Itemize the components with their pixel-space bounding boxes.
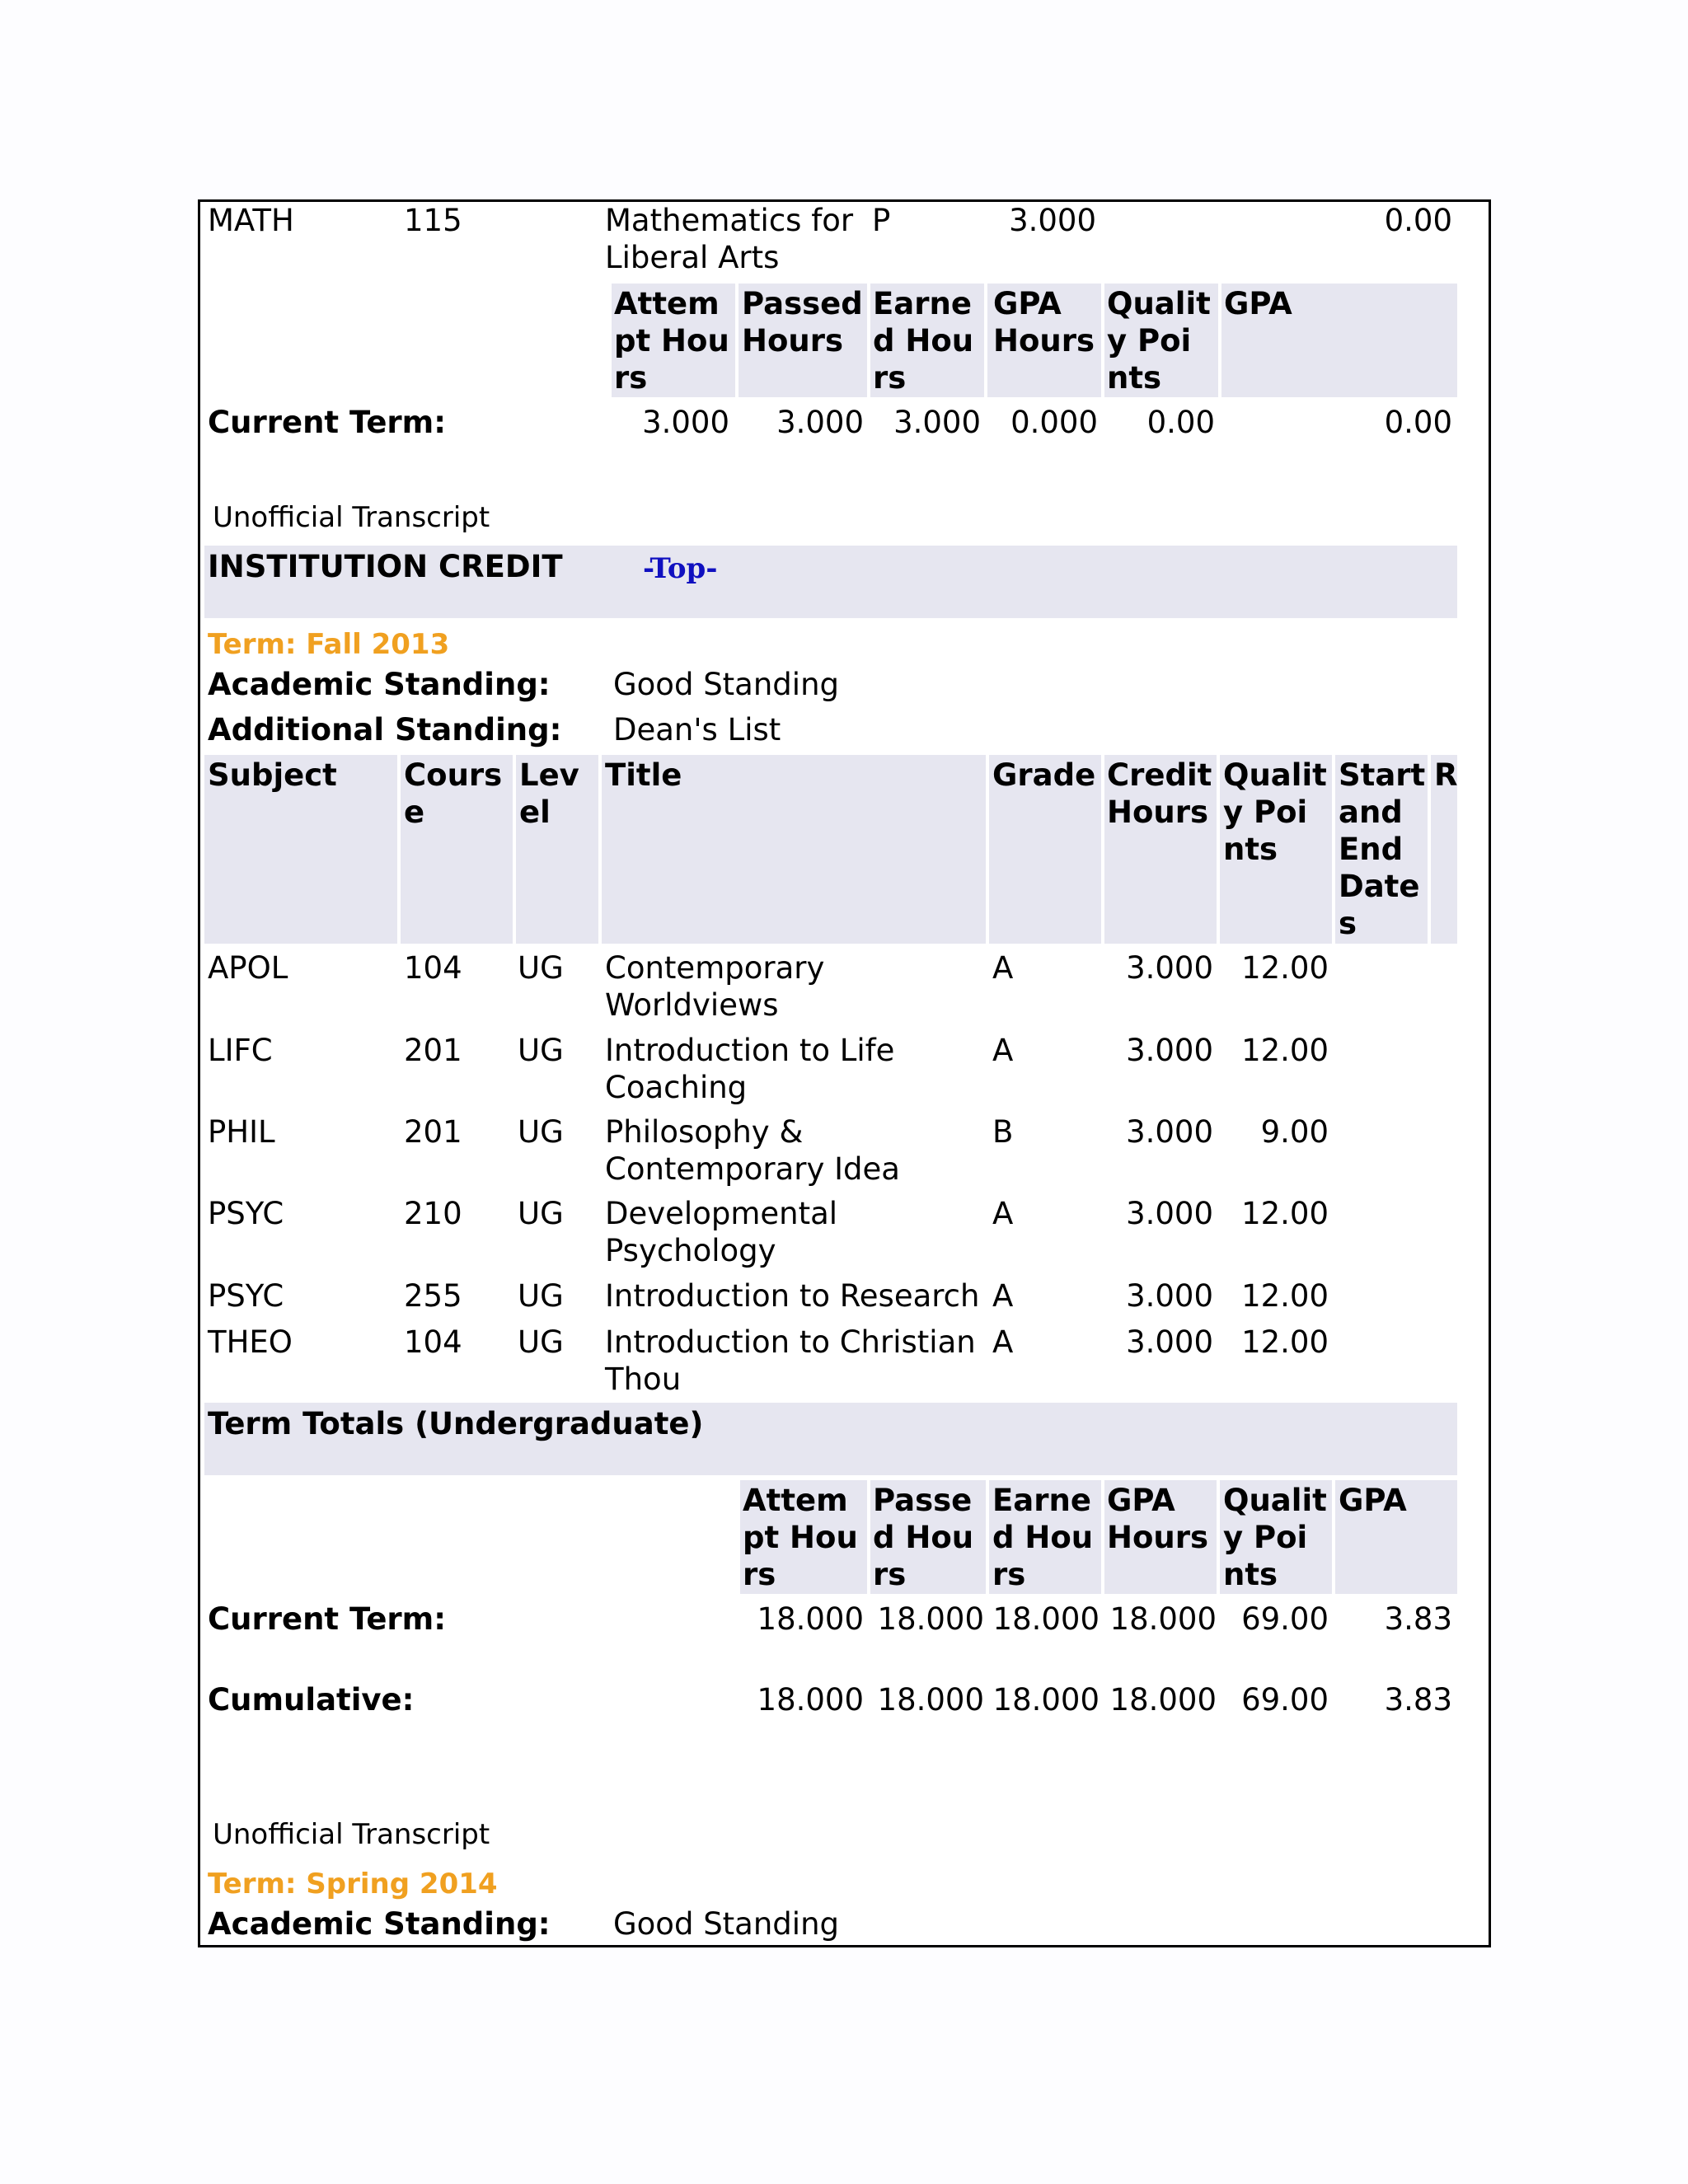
- term-label: Term:: [208, 628, 297, 661]
- totals-passed: 18.000: [877, 1682, 984, 1718]
- course-subject: PSYC: [208, 1196, 284, 1231]
- header-start-end-dates: Start and End Dates: [1339, 757, 1426, 941]
- totals-earned: 18.000: [992, 1601, 1100, 1637]
- totals-earned: 18.000: [992, 1682, 1100, 1718]
- course-grade: A: [992, 1196, 1014, 1231]
- course-subject: PHIL: [208, 1114, 275, 1150]
- course-number: 115: [404, 203, 462, 238]
- course-subject: LIFC: [208, 1033, 273, 1068]
- current-term-passed: 3.000: [776, 405, 864, 440]
- header-credit-hours: Credit Hours: [1107, 757, 1212, 830]
- course-credit-hours: 3.000: [1009, 203, 1096, 238]
- course-quality-points: 12.00: [1241, 950, 1329, 986]
- term-label: Term:: [208, 1868, 297, 1900]
- header-quality-points: Quality Points: [1223, 1483, 1327, 1592]
- course-quality-points: 12.00: [1241, 1278, 1329, 1314]
- course-grade: B: [992, 1114, 1014, 1150]
- course-credit: 3.000: [1126, 1033, 1213, 1068]
- header-subject: Subject: [208, 757, 337, 793]
- header-quality-points: Quality Points: [1107, 286, 1211, 396]
- course-quality-points: 9.00: [1260, 1114, 1329, 1150]
- term-name: Spring 2014: [306, 1868, 498, 1900]
- header-r: R: [1434, 757, 1458, 793]
- course-number: 210: [404, 1196, 462, 1231]
- course-title: Contemporary Worldviews: [605, 950, 825, 1023]
- header-gpa: GPA: [1224, 286, 1292, 321]
- header-earned-hours: Earned Hours: [992, 1483, 1094, 1592]
- course-number: 104: [404, 1324, 462, 1360]
- course-title: Introduction to Life Coaching: [605, 1033, 895, 1105]
- current-term-earned: 3.000: [893, 405, 981, 440]
- totals-gpa: 3.83: [1384, 1601, 1452, 1637]
- course-title: Introduction to Research: [605, 1278, 980, 1314]
- additional-standing-label: Additional Standing:: [208, 712, 562, 748]
- course-number: 255: [404, 1278, 462, 1314]
- header-level: Level: [519, 757, 579, 830]
- totals-gpa: 3.83: [1384, 1682, 1452, 1718]
- top-link[interactable]: -Top-: [643, 552, 718, 585]
- course-quality-points: 12.00: [1241, 1196, 1329, 1231]
- header-passed-hours: Passed Hours: [742, 286, 863, 359]
- additional-standing-value: Dean's List: [613, 712, 781, 748]
- header-title: Title: [605, 757, 682, 793]
- header-gpa-hours: GPA Hours: [1107, 1483, 1208, 1555]
- course-grade: A: [992, 1033, 1014, 1068]
- header-attempt-hours: Attempt Hours: [614, 286, 729, 396]
- academic-standing-value: Good Standing: [613, 667, 840, 702]
- current-term-quality-points: 0.00: [1146, 405, 1215, 440]
- totals-row-label: Cumulative:: [208, 1682, 415, 1718]
- current-term-label: Current Term:: [208, 405, 447, 440]
- current-term-attempt: 3.000: [642, 405, 729, 440]
- course-subject: THEO: [208, 1324, 293, 1360]
- academic-standing-value: Good Standing: [613, 1906, 840, 1942]
- totals-gpa-hours: 18.000: [1109, 1601, 1217, 1637]
- course-quality-points: 0.00: [1384, 203, 1452, 238]
- course-grade: A: [992, 1324, 1014, 1360]
- course-quality-points: 12.00: [1241, 1324, 1329, 1360]
- totals-quality-points: 69.00: [1241, 1682, 1329, 1718]
- course-credit: 3.000: [1126, 1278, 1213, 1314]
- course-quality-points: 12.00: [1241, 1033, 1329, 1068]
- course-grade: A: [992, 1278, 1014, 1314]
- term-name: Fall 2013: [306, 628, 450, 661]
- header-attempt-hours: Attempt Hours: [743, 1483, 858, 1592]
- course-level: UG: [518, 1324, 564, 1360]
- totals-quality-points: 69.00: [1241, 1601, 1329, 1637]
- academic-standing-label: Academic Standing:: [208, 1906, 551, 1942]
- header-quality-points: Quality Points: [1223, 757, 1327, 867]
- course-credit: 3.000: [1126, 1114, 1213, 1150]
- header-grade: Grade: [992, 757, 1096, 793]
- academic-standing-label: Academic Standing:: [208, 667, 551, 702]
- course-number: 201: [404, 1033, 462, 1068]
- course-number: 104: [404, 950, 462, 986]
- totals-attempt: 18.000: [757, 1682, 864, 1718]
- course-grade: A: [992, 950, 1014, 986]
- header-course: Course: [404, 757, 503, 830]
- current-term-gpa-hours: 0.000: [1010, 405, 1098, 440]
- course-level: UG: [518, 950, 564, 986]
- totals-passed: 18.000: [877, 1601, 984, 1637]
- totals-attempt: 18.000: [757, 1601, 864, 1637]
- term-heading: [208, 625, 449, 663]
- current-term-gpa: 0.00: [1384, 405, 1452, 440]
- course-credit: 3.000: [1126, 1324, 1213, 1360]
- term-heading: [208, 1864, 498, 1903]
- course-subject: MATH: [208, 203, 294, 238]
- totals-row-label: Current Term:: [208, 1601, 447, 1637]
- unofficial-transcript-label: Unofficial Transcript: [213, 1818, 490, 1851]
- course-level: UG: [518, 1278, 564, 1314]
- unofficial-transcript-label: Unofficial Transcript: [213, 501, 490, 534]
- course-level: UG: [518, 1114, 564, 1150]
- totals-gpa-hours: 18.000: [1109, 1682, 1217, 1718]
- header-gpa-hours: GPA Hours: [993, 286, 1095, 359]
- course-credit: 3.000: [1126, 950, 1213, 986]
- course-title: Introduction to Christian Thou: [605, 1324, 976, 1397]
- course-title: Philosophy & Contemporary Idea: [605, 1114, 900, 1187]
- course-title: Mathematics for Liberal Arts: [605, 203, 854, 275]
- course-credit: 3.000: [1126, 1196, 1213, 1231]
- header-gpa: GPA: [1339, 1483, 1407, 1518]
- course-subject: APOL: [208, 950, 288, 986]
- course-level: UG: [518, 1196, 564, 1231]
- course-level: UG: [518, 1033, 564, 1068]
- term-totals-title: Term Totals (Undergraduate): [208, 1406, 704, 1441]
- header-passed-hours: Passed Hours: [873, 1483, 974, 1592]
- course-title: Developmental Psychology: [605, 1196, 838, 1268]
- course-subject: PSYC: [208, 1278, 284, 1314]
- section-title: INSTITUTION CREDIT: [208, 549, 563, 584]
- course-number: 201: [404, 1114, 462, 1150]
- course-grade: P: [872, 203, 891, 238]
- header-earned-hours: Earned Hours: [873, 286, 974, 396]
